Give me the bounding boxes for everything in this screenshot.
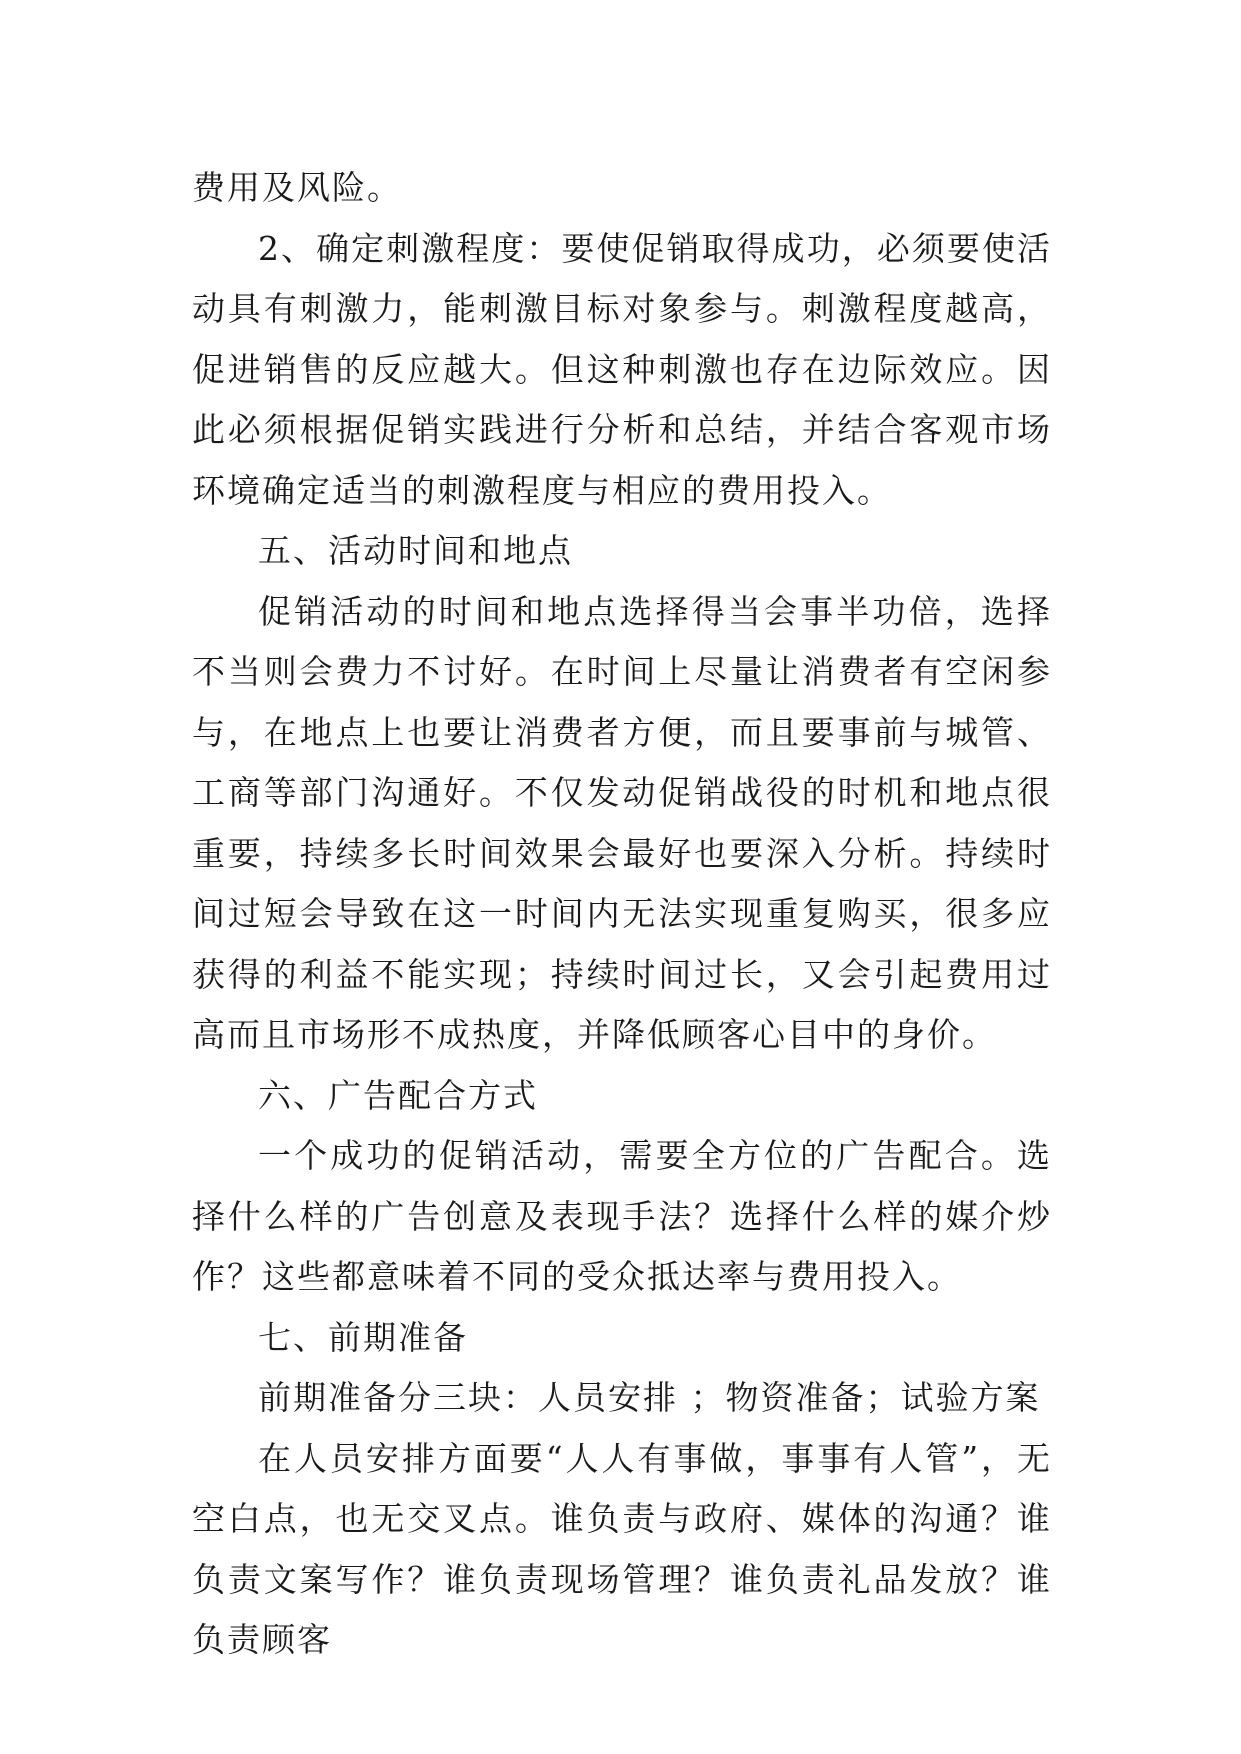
- section-heading-time-and-place: 五、活动时间和地点: [258, 531, 573, 570]
- section-heading-advertising: 六、广告配合方式: [258, 1075, 538, 1115]
- document-body: [192, 158, 1052, 1671]
- paragraph-preparation-summary: 前期准备分三块：人员安排 ；物资准备；试验方案: [258, 1378, 1041, 1417]
- paragraph-advertising: 一个成功的促销活动，需要全方位的广告配合。选择什么样的广告创意及表现手法？选择什么样的媒介炒作？这些都意味着不同的受众抵达率与费用投入。: [192, 1136, 1052, 1296]
- paragraph-stimulus-level: 2、确定刺激程度：要使促销取得成功，必须要使活动具有刺激力，能刺激目标对象参与。刺激程度越高，促进销售的反应越大。但这种刺激也存在边际效应。因此必须根据促销实践进行分析和总结，并结合客观市场环境确定适当的刺激程度与相应的费用投入。: [192, 228, 1052, 510]
- paragraph-staffing: 在人员安排方面要“人人有事做，事事有人管”，无空白点，也无交叉点。谁负责与政府、媒体的沟通？谁负责文案写作？谁负责现场管理？谁负责礼品发放？谁负责顾客: [192, 1438, 1052, 1659]
- section-heading-preparation: 七、前期准备: [258, 1317, 468, 1357]
- paragraph-time-and-place: 促销活动的时间和地点选择得当会事半功倍，选择不当则会费力不讨好。在时间上尽量让消费者有空闲参与，在地点上也要让消费者方便，而且要事前与城管、工商等部门沟通好。不仅发动促销战役的时机和地点很重要，持续多长时间效果会最好也要深入分析。持续时间过短会导致在这一时间内无法实现重复购买，很多应获得的利益不能实现；持续时间过长，又会引起费用过高而且市场形不成热度，并降低顾客心目中的身价。: [192, 591, 1052, 1054]
- paragraph-continuation: 费用及风险。: [192, 168, 402, 207]
